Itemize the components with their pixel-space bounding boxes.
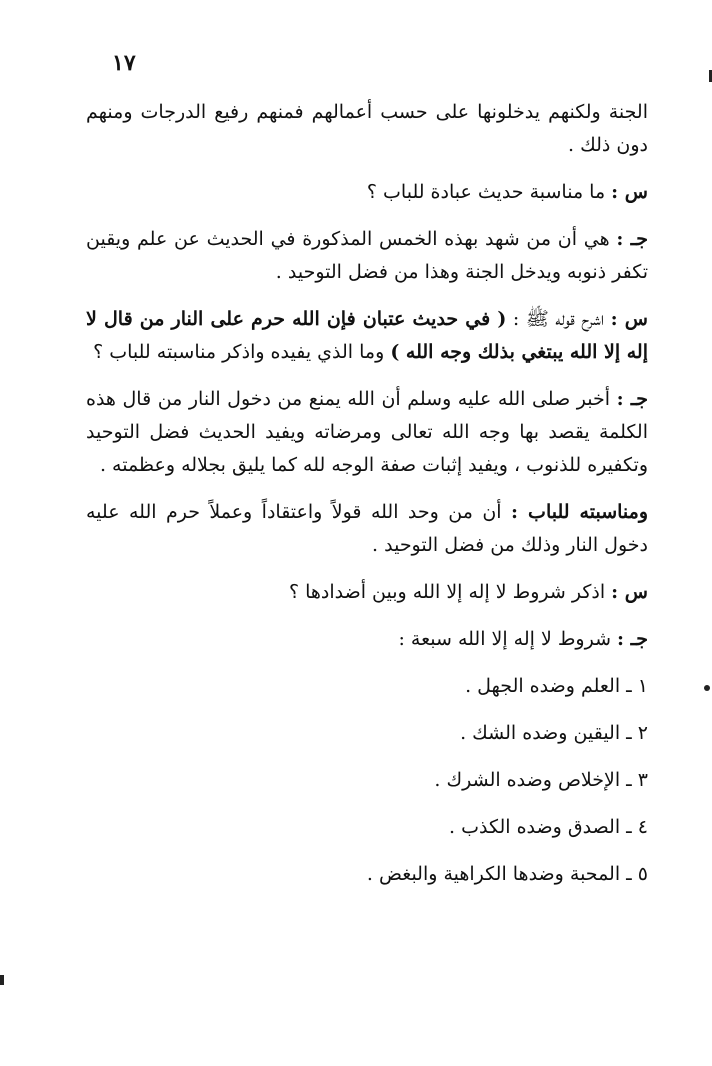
question-text: ما مناسبة حديث عبادة للباب ؟: [366, 181, 606, 203]
relevance-label: ومناسبته للباب :: [511, 501, 649, 523]
page-number: ١٧: [112, 50, 136, 76]
question-2: [86, 303, 648, 369]
answer-2: [86, 383, 648, 482]
question-3: [86, 576, 648, 609]
question-label: س :: [610, 308, 648, 330]
answer-text: أخبر صلى الله عليه وسلم أن الله يمنع من دخول النار من قال هذه الكلمة يقصد بها وجه الله تعالى ومرضاته ويفيد الحديث فضل التوحيد وتكفيره للذنوب ، ويفيد إثبات صفة الوجه لله كما يليق بجلاله وعظمته .: [86, 388, 648, 476]
answer-1: [86, 223, 648, 289]
question-text-continued: وما الذي يفيده واذكر مناسبته للباب ؟: [93, 341, 385, 363]
conditions-list: [86, 670, 648, 891]
question-label: س :: [611, 181, 648, 203]
answer-text: شروط لا إله إلا الله سبعة :: [398, 628, 611, 650]
list-item: ٤ ـ الصدق وضده الكذب .: [449, 816, 648, 838]
question-1: [86, 176, 648, 209]
scan-edge-mark: [704, 685, 710, 691]
question-text: اشرح قوله ﷺ :: [512, 308, 605, 330]
scan-edge-mark: [0, 975, 4, 985]
answer-label: جـ :: [616, 228, 648, 250]
list-item: ٥ ـ المحبة وضدها الكراهية والبغض .: [366, 863, 648, 885]
answer-text: هي أن من شهد بهذه الخمس المذكورة في الحديث عن علم ويقين تكفر ذنوبه ويدخل الجنة وهذا من فضل التوحيد .: [86, 228, 648, 283]
list-item: ٢ ـ اليقين وضده الشك .: [460, 722, 648, 744]
page-content: [86, 96, 648, 905]
hadith-quote: ( في حديث عتبان فإن الله حرم على النار من قال لا إله إلا الله يبتغي بذلك وجه الله ): [86, 308, 648, 363]
paragraph-continuation: الجنة ولكنهم يدخلونها على حسب أعمالهم فمنهم رفيع الدرجات ومنهم دون ذلك .: [86, 101, 648, 156]
relevance-paragraph: [86, 496, 648, 562]
question-text: اذكر شروط لا إله إلا الله وبين أضدادها ؟: [288, 581, 606, 603]
relevance-text: أن من وحد الله قولاً واعتقاداً وعملاً حرم الله عليه دخول النار وذلك من فضل التوحيد .: [86, 501, 648, 556]
list-item: ١ ـ العلم وضده الجهل .: [465, 675, 648, 697]
answer-label: جـ :: [616, 388, 649, 410]
answer-label: جـ :: [617, 628, 648, 650]
answer-3: [86, 623, 648, 656]
question-label: س :: [611, 581, 648, 603]
list-item: ٣ ـ الإخلاص وضده الشرك .: [434, 769, 648, 791]
